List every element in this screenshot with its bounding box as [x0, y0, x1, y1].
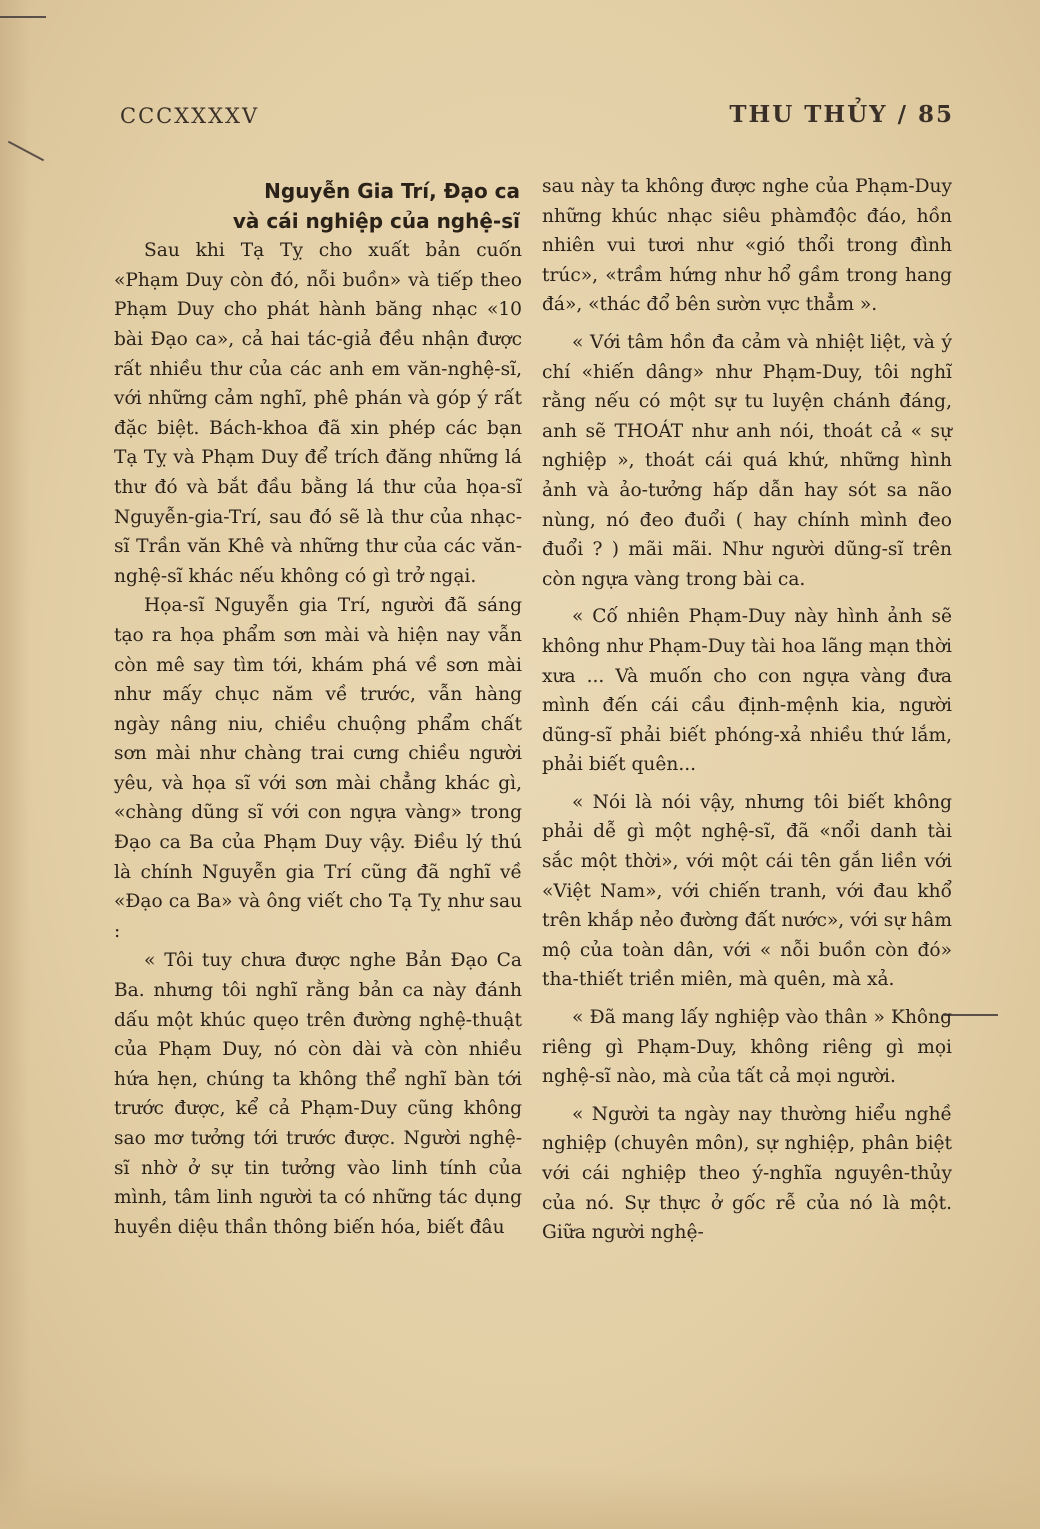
page-edge-shading — [0, 0, 30, 1529]
page-header-section: THU THỦY / 85 — [729, 101, 954, 128]
paragraph: « Với tâm hồn đa cảm và nhiệt liệt, và ý chí «hiến dâng» như Phạm-Duy, tôi nghĩ rằng nếu có một sự tu luyện chánh đáng, anh sẽ THOÁT như anh nói, thoát cả « sự nghiệp », thoát cái quá khứ, những hình ảnh và ảo-tưởng hấp dẫn hay sót sa não nùng, nó đeo đuổi ( hay chính mình đeo đuổi ? ) mãi mãi. Như người dũng-sĩ trên còn ngựa vàng trong bài ca. — [542, 331, 952, 590]
paragraph: « Cố nhiên Phạm-Duy này hình ảnh sẽ không như Phạm-Duy tài hoa lãng mạn thời xưa ... Và muốn cho con ngựa vàng đưa mình đến cái cầu định-mệnh kia, người dũng-sĩ phải biết phóng-xả nhiều thứ lắm, phải biết quên... — [542, 606, 952, 776]
paragraph: « Nói là nói vậy, nhưng tôi biết không phải dễ gì một nghệ-sĩ, đã «nổi danh tài sắc một thời», với một cái tên gắn liền với «Việt Nam», với chiến tranh, với đau khổ trên khắp nẻo đường đất nước», với sự hâm mộ của toàn dân, với « nỗi buồn còn đó» tha-thiết triền miên, mà quên, mà xả. — [542, 791, 952, 991]
paragraph: Họa-sĩ Nguyễn gia Trí, người đã sáng tạo ra họa phẩm sơn mài và hiện nay vẫn còn mê say tìm tới, khám phá về sơn mài như mấy chục năm về trước, vẫn hàng ngày nâng niu, chiều chuộng phẩm chất sơn mài như chàng trai cưng chiều người yêu, và họa sĩ với sơn mài chẳng khác gì, «chàng dũng sĩ với con ngựa vàng» trong Đạo ca Ba của Phạm Duy vậy. Điều lý thú là chính Nguyễn gia Trí cũng đã nghĩ về «Đạo ca Ba» và ông viết cho Tạ Tỵ như sau : — [114, 595, 522, 942]
article-title-line-1: Nguyễn Gia Trí, Đạo ca — [264, 179, 520, 203]
issue-number: CCCXXXXV — [120, 104, 260, 128]
margin-mark-right — [944, 1014, 998, 1016]
paragraph: sau này ta không được nghe của Phạm-Duy những khúc nhạc siêu phàmđộc đáo, hồn nhiên vui tươi như «gió thổi trong đình trúc», «trầm hứng như hổ gầm trong hang đá», «thác đổ bên sườn vực thẳm ». — [542, 176, 952, 316]
paragraph: Sau khi Tạ Tỵ cho xuất bản cuốn «Phạm Duy còn đó, nỗi buồn» và tiếp theo Phạm Duy cho phát hành băng nhạc «10 bài Đạo ca», cả hai tác-giả đều nhận được rất nhiều thư của các anh em văn-nghệ-sĩ, với những cảm nghĩ, phê phán và góp ý rất đặc biệt. Bách-khoa đã xin phép các bạn Tạ Tỵ và Phạm Duy để trích đăng những lá thư đó và bắt đầu bằng lá thư của họa-sĩ Nguyễn-gia-Trí, sau đó sẽ là thư của nhạc-sĩ Trần văn Khê và những thư của các văn-nghệ-sĩ khác nếu không có gì trở ngại. — [114, 240, 522, 587]
paragraph: « Đã mang lấy nghiệp vào thân » Không riêng gì Phạm-Duy, không riêng gì mọi nghệ-sĩ nào, mà của tất cả mọi người. — [542, 1007, 952, 1088]
paragraph: « Người ta ngày nay thường hiểu nghề nghiệp (chuyên môn), sự nghiệp, phân biệt với cái nghiệp theo ý-nghĩa nguyên-thủy của nó. Sự thực ở gốc rễ của nó là một. Giữa người nghệ- — [542, 1103, 952, 1244]
article-title-line-2: và cái nghiệp của nghệ-sĩ — [232, 208, 520, 233]
page-bottom-shading — [0, 1469, 1040, 1529]
left-column — [114, 172, 522, 1242]
right-column — [542, 172, 952, 1248]
margin-mark-top — [0, 16, 46, 18]
paragraph: « Tôi tuy chưa được nghe Bản Đạo Ca Ba. nhưng tôi nghĩ rằng bản ca này đánh dấu một khúc quẹo trên đường nghệ-thuật của Phạm Duy, nó còn dài và còn nhiều hứa hẹn, chúng ta không thể nghĩ bàn tới trước được, kể cả Phạm-Duy cũng không sao mơ tưởng tới trước được. Người nghệ-sĩ nhờ ở sự tin tưởng vào linh tính của mình, tâm linh người ta có những tác dụng huyền diệu thần thông biến hóa, biết đâu — [114, 950, 522, 1238]
